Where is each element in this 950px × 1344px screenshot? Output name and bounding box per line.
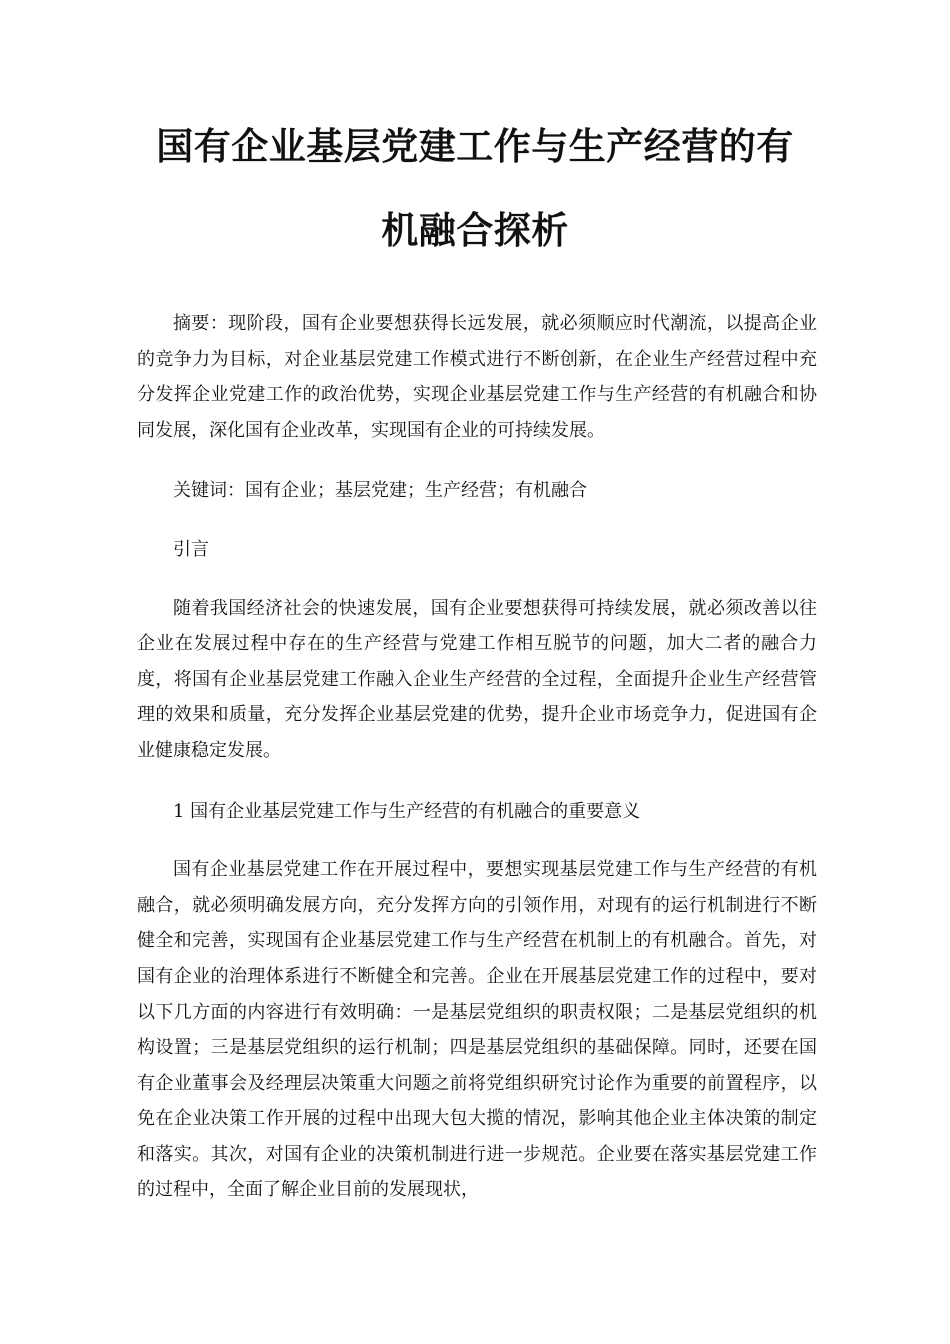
title-line-1: 国有企业基层党建工作与生产经营的有	[156, 125, 794, 168]
document-title	[120, 105, 830, 273]
title-line-2: 机融合探析	[381, 209, 569, 252]
document-body	[137, 306, 817, 1233]
introduction-paragraph: 随着我国经济社会的快速发展，国有企业要想获得可持续发展，就必须改善以往企业在发展过程中存在的生产经营与党建工作相互脱节的问题，加大二者的融合力度，将国有企业基层党建工作融入企业生产经营的全过程，全面提升企业生产经营管理的效果和质量，充分发挥企业基层党建的优势，提升企业市场竞争力，促进国有企业健康稳定发展。	[137, 597, 817, 761]
section-heading-1: 1 国有企业基层党建工作与生产经营的有机融合的重要意义	[173, 800, 641, 822]
abstract-paragraph: 摘要：现阶段，国有企业要想获得长远发展，就必须顺应时代潮流，以提高企业的竞争力为目标，对企业基层党建工作模式进行不断创新，在企业生产经营过程中充分发挥企业党建工作的政治优势，实现企业基层党建工作与生产经营的有机融合和协同发展，深化国有企业改革，实现国有企业的可持续发展。	[137, 313, 817, 441]
section-1-paragraph: 国有企业基层党建工作在开展过程中，要想实现基层党建工作与生产经营的有机融合，就必须明确发展方向，充分发挥方向的引领作用，对现有的运行机制进行不断健全和完善，实现国有企业基层党建工作与生产经营在机制上的有机融合。首先，对国有企业的治理体系进行不断健全和完善。企业在开展基层党建工作的过程中，要对以下几方面的内容进行有效明确：一是基层党组织的职责权限；二是基层党组织的机构设置；三是基层党组织的运行机制；四是基层党组织的基础保障。同时，还要在国有企业董事会及经理层决策重大问题之前将党组织研究讨论作为重要的前置程序，以免在企业决策工作开展的过程中出现大包大揽的情况，影响其他企业主体决策的制定和落实。其次，对国有企业的决策机制进行进一步规范。企业要在落实基层党建工作的过程中，全面了解企业目前的发展现状，	[137, 859, 817, 1201]
keywords-paragraph: 关键词：国有企业；基层党建；生产经营；有机融合	[173, 480, 587, 502]
section-heading-introduction: 引言	[173, 538, 209, 560]
